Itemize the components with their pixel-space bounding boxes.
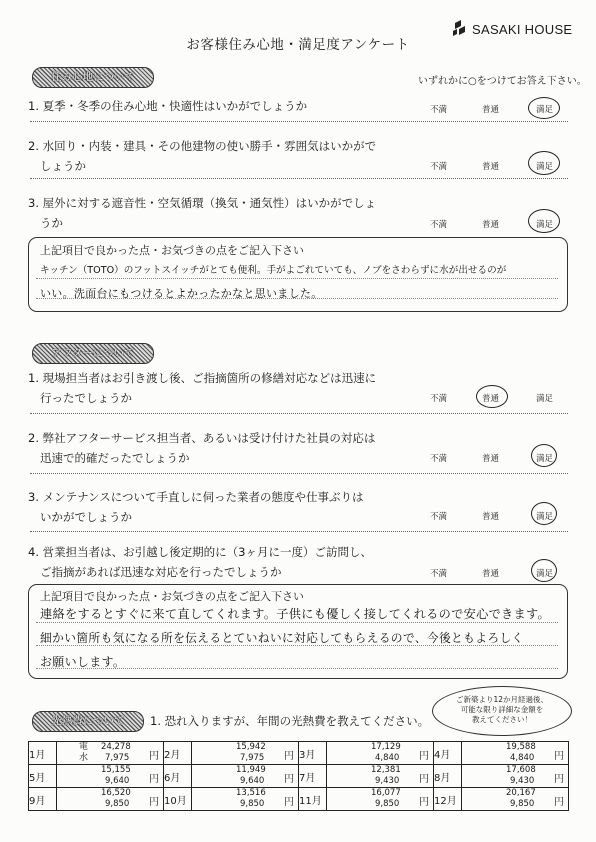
yen-unit: 円 [554, 751, 564, 762]
value-line-2: 9,640 [240, 776, 265, 786]
electric-mark: 電 [79, 742, 89, 752]
month-label-feb: 2月 [164, 742, 192, 765]
s1-q3-option-dissatisfied[interactable]: 不満 [430, 220, 448, 230]
s2-q2-option-satisfied[interactable]: 満足 [536, 454, 554, 464]
s2-q1-option-satisfied[interactable]: 満足 [536, 394, 554, 404]
s1-question-3: 3. 屋外に対する遮音性・空気循環（換気・通気性）はいかがでしょ [28, 196, 377, 210]
s1-q3-option-normal[interactable]: 普通 [482, 220, 500, 230]
s2-question-1-cont: 行ったでしょうか [40, 391, 132, 405]
value-line-2: 7,975 [240, 753, 265, 763]
s2-comment-text-3: お願いします。 [40, 655, 126, 669]
value-line-2: 4,840 [510, 753, 535, 763]
month-label-may: 5月 [29, 765, 57, 788]
s2-q3-option-dissatisfied[interactable]: 不満 [430, 512, 448, 522]
section-badge-living: 住み心地について [32, 67, 154, 88]
value-line-1: 11,949 [236, 765, 266, 775]
s2-q1-answer-circle [476, 385, 508, 408]
value-line-1: 12,381 [371, 765, 401, 775]
s2-q4-option-satisfied[interactable]: 満足 [536, 569, 554, 579]
table-row [29, 742, 569, 765]
month-label-sep: 9月 [29, 788, 57, 811]
s1-q1-option-dissatisfied[interactable]: 不満 [430, 105, 448, 115]
divider [30, 121, 568, 122]
s2-q1-option-dissatisfied[interactable]: 不満 [430, 394, 448, 404]
value-line-1: 19,588 [506, 742, 536, 752]
yen-unit: 円 [554, 774, 564, 785]
s1-comment-text-2: いい。洗面台にもつけるとよかったかなと思いました。 [40, 287, 323, 300]
s1-q2-option-normal[interactable]: 普通 [482, 162, 500, 172]
month-label-oct: 10月 [164, 788, 192, 811]
yen-unit: 円 [284, 751, 294, 762]
yen-unit: 円 [149, 751, 159, 762]
month-label-aug: 8月 [434, 765, 462, 788]
s1-q2-option-dissatisfied[interactable]: 不満 [430, 162, 448, 172]
s2-question-4-cont: ご指摘があれば迅速な対応を行ったでしょうか [40, 565, 282, 579]
month-label-jun: 6月 [164, 765, 192, 788]
month-value-aug[interactable] [462, 765, 569, 788]
month-value-dec[interactable] [462, 788, 569, 811]
section-badge-utility-costs: 光熱費について [32, 711, 144, 732]
value-line-1: 15,155 [101, 765, 131, 775]
month-label-jul: 7月 [299, 765, 327, 788]
value-line-1: 13,516 [236, 788, 266, 798]
s1-question-3-cont: うか [40, 216, 63, 230]
logo-mark-icon [452, 20, 468, 38]
s2-q1-option-normal[interactable]: 普通 [482, 394, 500, 404]
month-value-nov[interactable] [327, 788, 434, 811]
month-label-nov: 11月 [299, 788, 327, 811]
divider [30, 178, 568, 179]
s1-comment-label: 上記項目で良かった点・お気づきの点をご記入下さい [40, 244, 304, 257]
utility-cost-table [28, 741, 569, 811]
table-row [29, 765, 569, 788]
writing-line [36, 278, 558, 279]
value-line-1: 24,278 [101, 742, 131, 752]
month-value-jan[interactable] [57, 742, 164, 765]
hint-line-2: 可能な限り詳細な金額を [460, 705, 544, 714]
divider [30, 473, 568, 474]
yen-unit: 円 [149, 797, 159, 808]
yen-unit: 円 [419, 797, 429, 808]
yen-unit: 円 [554, 797, 564, 808]
value-line-2: 9,430 [510, 776, 535, 786]
yen-unit: 円 [149, 774, 159, 785]
value-line-2: 4,840 [375, 753, 400, 763]
divider [30, 413, 568, 414]
value-line-2: 9,850 [105, 799, 130, 809]
value-line-2: 9,850 [510, 799, 535, 809]
yen-unit: 円 [284, 797, 294, 808]
month-value-sep[interactable] [57, 788, 164, 811]
s2-q3-option-normal[interactable]: 普通 [482, 512, 500, 522]
s2-q4-option-normal[interactable]: 普通 [482, 569, 500, 579]
s2-comment-text-2: 細かい箇所も気になる所を伝えるとていねいに対応してもらえるので、今後ともよろしく [40, 631, 524, 645]
value-line-2: 7,975 [105, 753, 130, 763]
divider [30, 531, 568, 532]
s1-comment-text-1: キッチン（TOTO）のフットスイッチがとても便利。手がよごれていても、ノブをさわらずに水が出せるのが [40, 265, 507, 276]
s2-q2-option-normal[interactable]: 普通 [482, 454, 500, 464]
s1-q3-answer-circle [528, 209, 560, 233]
value-line-2: 9,850 [375, 799, 400, 809]
s2-q2-answer-circle [531, 444, 557, 467]
value-line-2: 9,640 [105, 776, 130, 786]
s2-question-3-cont: いかがでしょうか [40, 510, 132, 524]
s2-comment-text-1: 連絡をするとすぐに来て直してくれます。子供にも優しく接してくれるので安心できます。 [40, 607, 551, 621]
s1-q1-option-normal[interactable]: 普通 [482, 105, 500, 115]
s2-q4-option-dissatisfied[interactable]: 不満 [430, 569, 448, 579]
value-line-2: 9,430 [375, 776, 400, 786]
s1-q2-option-satisfied[interactable]: 満足 [536, 162, 554, 172]
s1-q2-answer-circle [528, 151, 560, 175]
logo-text: SASAKI HOUSE [472, 21, 573, 37]
writing-line [36, 622, 558, 623]
s2-q3-answer-circle [531, 502, 557, 525]
value-line-1: 16,520 [101, 788, 131, 798]
section-badge-after-service: アフターについて [32, 343, 154, 364]
company-logo [452, 20, 572, 38]
month-value-may[interactable] [57, 765, 164, 788]
yen-unit: 円 [419, 774, 429, 785]
s1-q3-option-satisfied[interactable]: 満足 [536, 220, 554, 230]
value-line-1: 16,077 [371, 788, 401, 798]
page-title: お客様住み心地・満足度アンケート [186, 37, 410, 53]
yen-unit: 円 [284, 774, 294, 785]
s2-question-1: 1. 現場担当者はお引き渡し後、ご指摘箇所の修繕対応などは迅速に [28, 371, 377, 385]
month-value-oct[interactable] [192, 788, 299, 811]
s3-question-1: 1. 恐れ入りますが、年間の光熱費を教えてください。 [150, 714, 430, 728]
s2-question-3: 3. メンテナンスについて手直しに伺った業者の態度や仕事ぶりは [28, 490, 364, 504]
value-line-2: 9,850 [240, 799, 265, 809]
s1-question-2-cont: しょうか [40, 159, 86, 173]
month-label-mar: 3月 [299, 742, 327, 765]
yen-unit: 円 [419, 751, 429, 762]
month-value-jun[interactable] [192, 765, 299, 788]
month-value-jul[interactable] [327, 765, 434, 788]
table-row [29, 788, 569, 811]
value-line-1: 17,129 [371, 742, 401, 752]
answer-instruction: いずれかに○をつけてお答え下さい。 [418, 76, 587, 87]
value-line-1: 17,608 [506, 765, 536, 775]
month-value-mar[interactable] [327, 742, 434, 765]
month-value-apr[interactable] [462, 742, 569, 765]
water-mark: 水 [79, 753, 89, 763]
month-value-feb[interactable] [192, 742, 299, 765]
s1-q1-option-satisfied[interactable]: 満足 [536, 105, 554, 115]
hint-line-1: ご新築より12か月経過後、 [455, 695, 549, 704]
month-label-apr: 4月 [434, 742, 462, 765]
s1-question-2: 2. 水回り・内装・建具・その他建物の使い勝手・雰囲気はいかがで [28, 139, 377, 153]
value-line-1: 20,167 [506, 788, 536, 798]
hint-bubble [432, 686, 572, 736]
month-label-jan: 1月 [29, 742, 57, 765]
s2-q2-option-dissatisfied[interactable]: 不満 [430, 454, 448, 464]
month-label-dec: 12月 [434, 788, 462, 811]
s2-question-2: 2. 弊社アフターサービス担当者、あるいは受け付けた社員の対応は [28, 431, 376, 445]
value-line-1: 15,942 [236, 742, 266, 752]
s2-question-4: 4. 営業担当者は、お引越し後定期的に（3ヶ月に一度）ご訪問し、 [28, 545, 372, 559]
s2-comment-label: 上記項目で良かった点・お気づきの点をご記入下さい [40, 590, 304, 603]
s1-q1-answer-circle [528, 97, 560, 119]
s2-question-2-cont: 迅速で的確だったでしょうか [40, 451, 190, 465]
s1-question-1: 1. 夏季・冬季の住み心地・快適性はいかがでしょうか [28, 99, 308, 113]
s2-q4-answer-circle [531, 559, 557, 582]
s2-q3-option-satisfied[interactable]: 満足 [536, 512, 554, 522]
hint-line-3: 教えてください！ [472, 715, 532, 724]
